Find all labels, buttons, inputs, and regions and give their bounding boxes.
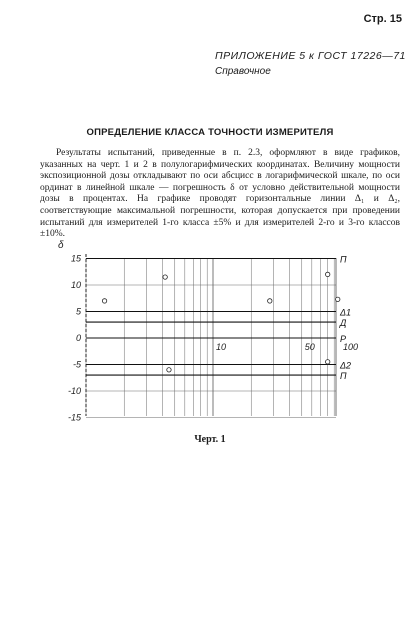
chart-labels: [58, 240, 358, 423]
data-point: [102, 299, 106, 303]
y-tick-label: 15: [70, 253, 81, 264]
x-tick-label: 50: [304, 342, 315, 352]
section-heading: ОПРЕДЕЛЕНИЕ КЛАССА ТОЧНОСТИ ИЗМЕРИТЕЛЯ: [86, 127, 334, 138]
reference-label: Δ2: [340, 360, 352, 371]
y-tick-label: 5: [75, 306, 81, 317]
reference-lines: [86, 259, 336, 376]
reference-label: Р: [340, 334, 347, 344]
figure-caption: Черт. 1: [194, 434, 226, 445]
reference-label: П: [340, 371, 347, 382]
reference-label: Δ1: [340, 307, 352, 318]
data-point: [268, 299, 272, 303]
data-point: [336, 297, 340, 301]
y-tick-label: 0: [75, 333, 81, 343]
y-axis-label: δ: [58, 240, 64, 251]
data-point: [325, 360, 329, 364]
annex-title: ПРИЛОЖЕНИЕ 5 к ГОСТ 17226—71: [215, 50, 406, 62]
data-point: [163, 275, 167, 279]
reference-label: П: [340, 254, 347, 265]
y-tick-label: 10: [70, 280, 81, 290]
reference-label: Д: [340, 318, 347, 329]
x-tick-label: 100: [343, 342, 359, 352]
y-tick-label: -5: [72, 359, 81, 370]
x-tick-label: 10: [216, 342, 227, 352]
chart-axes: [86, 254, 336, 416]
y-tick-label: -10: [67, 386, 81, 396]
annex-subtitle: Справочное: [215, 66, 271, 77]
section-paragraph: Результаты испытаний, приведенные в п. 2.3, оформляют в виде графиков, указанных на черт. 1 и 2 в полулогарифмических координатах. Величину мощности экспозиционной дозы откладывают по оси абсцисс в логарифмической шкале, по оси ординат в линейной шкале — погрешность δ от условно действительной мощности дозы в процентах. На графике проводят горизонтальные линии Δ₁ и Δ₂, соответствующие максимальной погрешности, которая допускается при проведении испытаний для измерителей 1-го класса ±5% и для измерителей 2-го и 3-го классов ±10%.: [40, 148, 400, 240]
page-number: Стр. 15: [363, 13, 402, 25]
data-point: [167, 368, 171, 372]
y-tick-label: -15: [67, 412, 81, 423]
data-point: [325, 272, 329, 276]
